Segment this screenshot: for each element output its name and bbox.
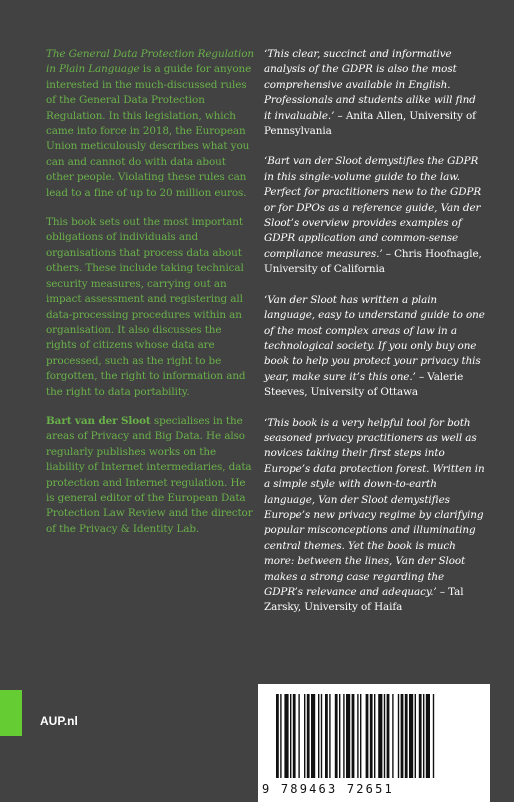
barcode-bar (311, 694, 315, 778)
barcode-bar (318, 694, 319, 778)
barcode-bar (276, 694, 279, 778)
author-bio (46, 414, 254, 537)
barcode-bar (378, 694, 382, 778)
barcode-bar (339, 694, 340, 778)
endorsement-text: ‘Van der Sloot has written a plain language, easy to understand guide to one of the most complex areas of law in a technological society. If you only buy one book to help you protect your privacy this year, make sure it’s this one.’ (264, 293, 485, 383)
barcode-bar (384, 694, 385, 778)
barcode-bar (405, 694, 408, 778)
barcode-bar (401, 694, 404, 778)
barcode-bar (343, 694, 344, 778)
endorsement-attribution: – Chris Hoofnagle, University of California (264, 247, 482, 276)
barcode-bar (293, 694, 296, 778)
barcode-bar (387, 694, 390, 778)
author-bio-text: specialises in the areas of Privacy and Big Data. He also regularly publishes works on the liability of Internet intermediaries, data protection and Internet regulation. He is general editor of the European Data Protection Law Review and the director of the Privacy & Identity Lab. (46, 414, 253, 535)
endorsement-text: ‘This clear, succinct and informative analysis of the GDPR is also the most comprehensive available in English. Professionals and students alike will find it invaluable.’ (264, 48, 476, 122)
intro-paragraph (46, 47, 254, 201)
barcode-bar (335, 694, 338, 778)
barcode-bar (370, 694, 373, 778)
description-column (46, 47, 254, 551)
endorsement (264, 293, 486, 401)
barcode-bar (346, 694, 350, 778)
barcode-bar (360, 694, 361, 778)
barcode-bar (415, 694, 416, 778)
barcode-bar (290, 694, 291, 778)
author-name: Bart van der Sloot (46, 414, 151, 427)
barcode-bar (374, 694, 375, 778)
barcode-bar (392, 694, 393, 778)
isbn-barcode (258, 684, 490, 802)
publisher-color-tab (0, 690, 22, 736)
barcode-bar (426, 694, 430, 778)
barcode-bar (398, 694, 399, 778)
endorsement (264, 47, 486, 139)
barcode-bar (280, 694, 281, 778)
barcode-bar (298, 694, 299, 778)
barcode-bar (307, 694, 310, 778)
endorsement-text: ‘This book is a very helpful tool for both seasoned privacy practitioners as well as novices taking their first steps into Europe’s data protection forest. Written in a simple style with down-to-earth language, Van der Sloot demystifies Europe’s new privacy regime by clarifying popular misconceptions and illuminating central themes. Yet the book is much more: between the lines, Van der Sloot makes a strong case regarding the GDPR’s relevance and adequacy.’ (264, 416, 485, 598)
barcode-bar (321, 694, 322, 778)
publisher-logo: AUP.nl (40, 714, 78, 728)
barcode-bar (284, 694, 288, 778)
barcode-bar (325, 694, 328, 778)
barcode-bar (419, 694, 422, 778)
barcode-bar (357, 694, 358, 778)
isbn-digits: 9 789463 72651 (262, 782, 394, 796)
endorsement-text: ‘Bart van der Sloot demystifies the GDPR in this single-volume guide to the law. Perfect for practitioners new to the GDPR or for DPOs as a reference guide, Van der Sloot’s overview provides examples of GDPR application and common-sense compliance measures.’ (264, 155, 482, 260)
intro-text: is a guide for anyone interested in the much-discussed rules of the General Data Protection Regulation. In this legislation, which came into force in 2018, the European Union meticulously describes what you can and cannot do with data about other people. Violating these rules can lead to a fine of up to 20 million euros. (46, 63, 252, 199)
barcode-bar (423, 694, 424, 778)
endorsements-column (264, 47, 486, 631)
barcode-bar (433, 694, 434, 778)
endorsement (264, 154, 486, 277)
endorsement (264, 416, 486, 616)
endorsement-attribution: – Tal Zarsky, University of Haifa (264, 586, 464, 614)
barcode-bar (352, 694, 355, 778)
endorsement-attribution: – Valerie Steeves, University of Ottawa (264, 370, 464, 399)
barcode-bar (329, 694, 330, 778)
content-paragraph: This book sets out the most important obligations of individuals and organisations that process data about others. These include taking technical security measures, carrying out an impact assessment and registering all data-processing procedures within an organisation. It also discusses the rights of citizens whose data are processed, such as the right to be forgotten, the right to information and the right to data portability. (46, 216, 246, 398)
barcode-bar (366, 694, 369, 778)
barcode-bar (304, 694, 305, 778)
barcode-bars (258, 684, 490, 784)
barcode-bar (409, 694, 413, 778)
book-title: The General Data Protection Regulation in Plain Language (46, 48, 254, 76)
endorsement-attribution: – Anita Allen, University of Pennsylvania (264, 109, 476, 138)
